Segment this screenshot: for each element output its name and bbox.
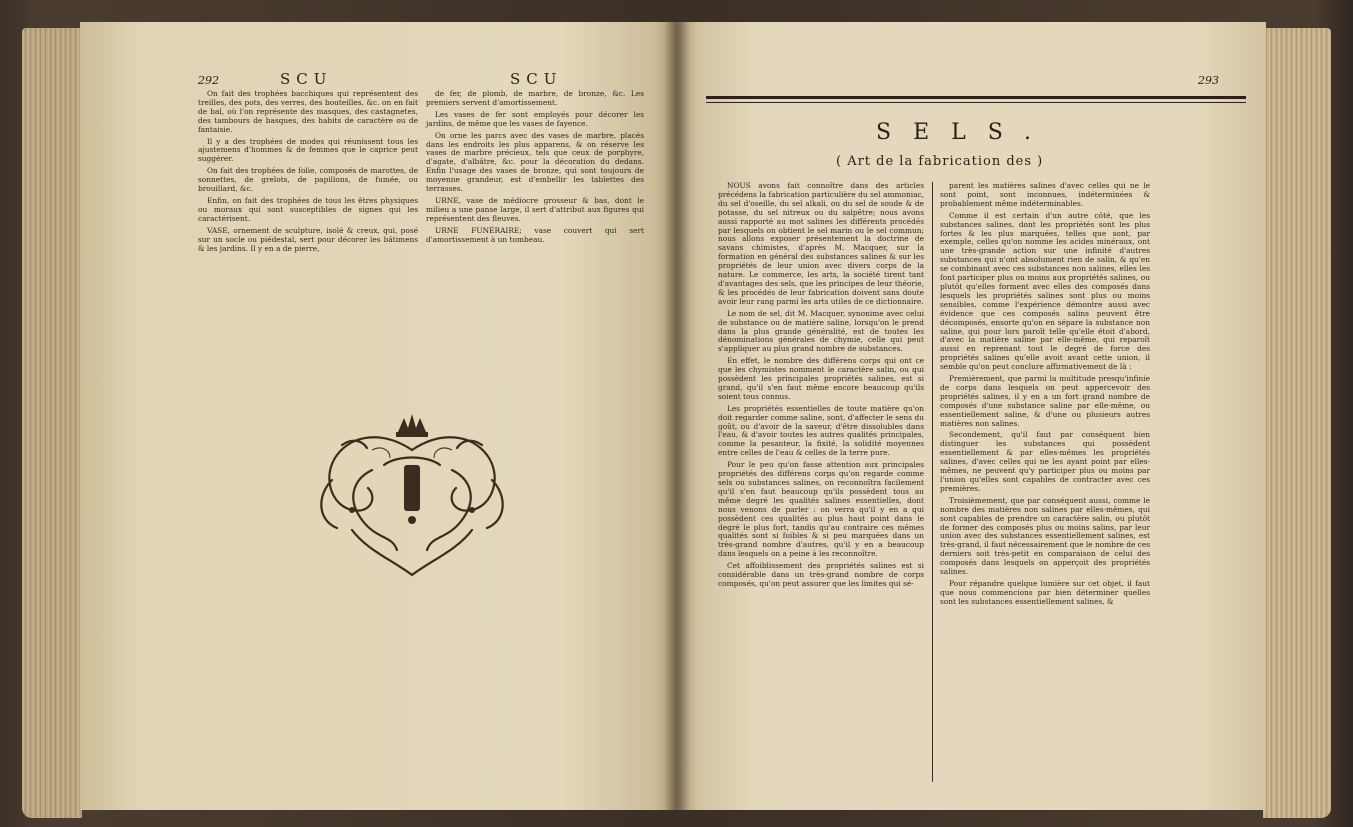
paragraph: Le nom de sel, dit M. Macquer, synonime avec celui de substance ou de matière saline, lorsqu'on le prend dans la plus grande généralité, est de toutes les dénominations générales de chymie, celle qui peut s'appliquer au plus grand nombre de substances.	[718, 308, 924, 354]
paragraph: Comme il est certain d'un autre côté, que les substances salines, dont les propriétés sont les plus fortes & les plus marquées, telles que sont, par exemple, celles qu'on nomme les acides minéraux, ont une très-grande action sur une infinité d'autres substances qui n'ont absolument rien de salin, & qu'en se combinant avec ces substances non salines, elles les font participer plus ou moins aux propriétés salines, ou plutôt qu'elles forment avec elles des composés dans lesquels les propriétés salines sont plus ou moins sensibles, comme l'expérience démontre aussi avec évidence que ces composés salins peuvent être décomposés, ensorte qu'on en sépare la substance non saline, qui pour lors paroît telle qu'elle étoit d'abord, d'avec la matière saline par elle-même, qui reparoît aussi en reprenant tout le degré de force des propriétés salines qu'elle avoit avant cette union, il semble qu'on peut conclure affirmativement de là :	[940, 210, 1150, 372]
header-rule-thick	[706, 96, 1246, 99]
left-page-column-1	[198, 90, 418, 256]
paragraph: Secondement, qu'il faut par conséquent bien distinguer les substances qui possèdent essentiellement & par elles-mêmes les propriétés salines, d'avec celles qui ne les ayant point par elles-mêmes, ne peuvent qu'y participer plus ou moins par l'union qu'elles sont capables de contracter avec ces premières.	[940, 430, 1150, 493]
section-subtitle: ( Art de la fabrication des )	[836, 154, 1044, 169]
paragraph: On orne les parcs avec des vases de marbre, placés dans les endroits les plus apparens, & on réserve les vases de marbre précieux, tels que ceux de porphyre, d'agate, d'albâtre, &c. pour la décoration du dedans. Enfin l'usage des vases de bronze, qui sont toujours de moyenne grandeur, est d'embellir les tablettes des terrasses.	[426, 130, 644, 194]
paragraph: Il y a des trophées de modes qui réunissent tous les ajustemens d'hommes & de femmes que le caprice peut suggérer.	[198, 136, 418, 164]
paragraph: URNE FUNÉRAIRE; vase couvert qui sert d'amortissement à un tombeau.	[426, 225, 644, 244]
page-number-right: 293	[1198, 74, 1219, 87]
paragraph: NOUS avons fait connoître dans des articles précédens la fabrication particulière du sel ammoniac, du sel d'oseille, du sel alkali, ou du sel de soude & de potasse, du sel nitreux ou du salpêtre; nous avons aussi rapporté au mot salines les différents procédés par lesquels on obtient le sel marin ou le sel commun; nous allons exposer présentement la doctrine de savans chimistes, d'après M. Macquer, sur la formation en général des substances salines & sur les propriétés de leur union avec divers corps de la nature. Le commerce, les arts, la société tirent tant d'avantages des sels, que les principes de leur théorie, & les procédés de leur fabrication doivent sans doute avoir leur rang parmi les arts utiles de ce dictionnaire.	[718, 181, 924, 306]
section-title: SELS.	[876, 120, 1054, 145]
paragraph: Premièrement, que parmi la multitude presqu'infinie de corps dans lesquels on peut appercevoir des propriétés salines, il y en a un fort grand nombre de composés d'une substance saline par elle-même, ou essentiellement saline, & d'une ou plusieurs autres matières non salines.	[940, 374, 1150, 428]
paragraph: VASE, ornement de sculpture, isolé & creux, qui, posé sur un socle ou piédestal, sert pour décorer les bâtimens & les jardins. Il y en a de pierre,	[198, 225, 418, 253]
paragraph: parent les matières salines d'avec celles qui ne le sont point, sont inconnues, indéterminées & probablement même indéterminables.	[940, 181, 1150, 208]
paragraph: On fait des trophées de folie, composés de marottes, de sonnettes, de grelots, de papillons, de fumée, ou brouillard, &c.	[198, 166, 418, 194]
book-gutter	[664, 22, 690, 810]
left-page-column-2	[426, 90, 644, 248]
paragraph: Pour le peu qu'on fasse attention aux principales propriétés des différens corps qu'on regarde comme sels ou substances salines, on reconnoîtra facilement qu'il s'en faut beaucoup qu'ils possèdent tous au même degré les qualités salines essentielles, dont nous venons de parler : on verra qu'il y en a qui possèdent ces qualités au plus haut point dans le degré le plus fort, tandis qu'au contraire ces mêmes qualités sont si foibles & si peu marquées dans un très-grand nombre d'autres, qu'il y en a beaucoup dans lesquels on a peine à les reconnoître.	[718, 460, 924, 559]
paragraph: de fer, de plomb, de marbre, de bronze, &c. Les premiers servent d'amortissement.	[426, 89, 644, 107]
paragraph: Cet affoiblissement des propriétés salines est si considérable dans un très-grand nombre de corps composés, qu'on peut assurer que les limites qui sé-	[718, 561, 924, 588]
paragraph: Les vases de fer sont employés pour décorer les jardins, de même que les vases de fayence.	[426, 109, 644, 128]
tailpiece-vignette	[312, 410, 512, 580]
right-page-column-2	[940, 182, 1150, 610]
left-page	[80, 22, 678, 810]
paragraph: Les propriétés essentielles de toute matière qu'on doit regarder comme saline, sont, d'affecter le sens du goût, ou d'avoir de la saveur, d'être dissolubles dans l'eau, & d'avoir toutes les autres qualités principales, comme la pesanteur, la fixité, la solidité moyennes entre celles de l'eau & celles de la terre pure.	[718, 403, 924, 458]
header-rule-thin	[706, 102, 1246, 103]
page-edges-left	[22, 28, 82, 818]
right-page	[676, 22, 1266, 810]
paragraph: Troisièmement, que par conséquent aussi, comme le nombre des matières non salines par elles-mêmes, qui sont capables de prendre un caractère salin, ou plutôt de former des composés plus ou moins salins, par leur union avec des substances essentiellement salines, est très-grand, il faut nécessairement que le nombre de ces derniers soit très-petit en comparaison de celui des composés dans lesquels on apperçoit des propriétés salines.	[940, 495, 1150, 577]
page-number-left: 292	[198, 74, 219, 87]
paragraph: Pour répandre quelque lumière sur cet objet, il faut que nous commencions par bien déterminer quelles sont les substances essentiellement salines, &	[940, 578, 1150, 606]
paragraph: On fait des trophées bacchiques qui représentent des treilles, des pots, des verres, des bouteilles, &c. on en fait de bal, où l'on représente des masques, des castagnetes, des tambours de basques, des habits de caractère ou de fantaisie.	[198, 89, 418, 134]
paragraph: En effet, le nombre des différens corps qui ont ce que les chymistes nomment le caractère salin, ou qui possèdent les principales propriétés salines, est si grand, qu'il s'en faut même encore beaucoup qu'ils soient tous connus.	[718, 356, 924, 401]
paragraph: URNE, vase de médiocre grosseur & bas, dont le milieu a une panse large, il sert d'attribut aux figures qui représentent des fleuves.	[426, 195, 644, 223]
right-page-column-1	[718, 182, 924, 592]
page-edges-right	[1263, 28, 1331, 818]
running-head-right: SCU	[510, 70, 563, 88]
column-divider	[932, 182, 933, 782]
paragraph: Enfin, on fait des trophées de tous les êtres physiques ou moraux qui sont susceptibles de signes qui les caractérisent.	[198, 195, 418, 223]
running-head-left: SCU	[280, 70, 333, 88]
